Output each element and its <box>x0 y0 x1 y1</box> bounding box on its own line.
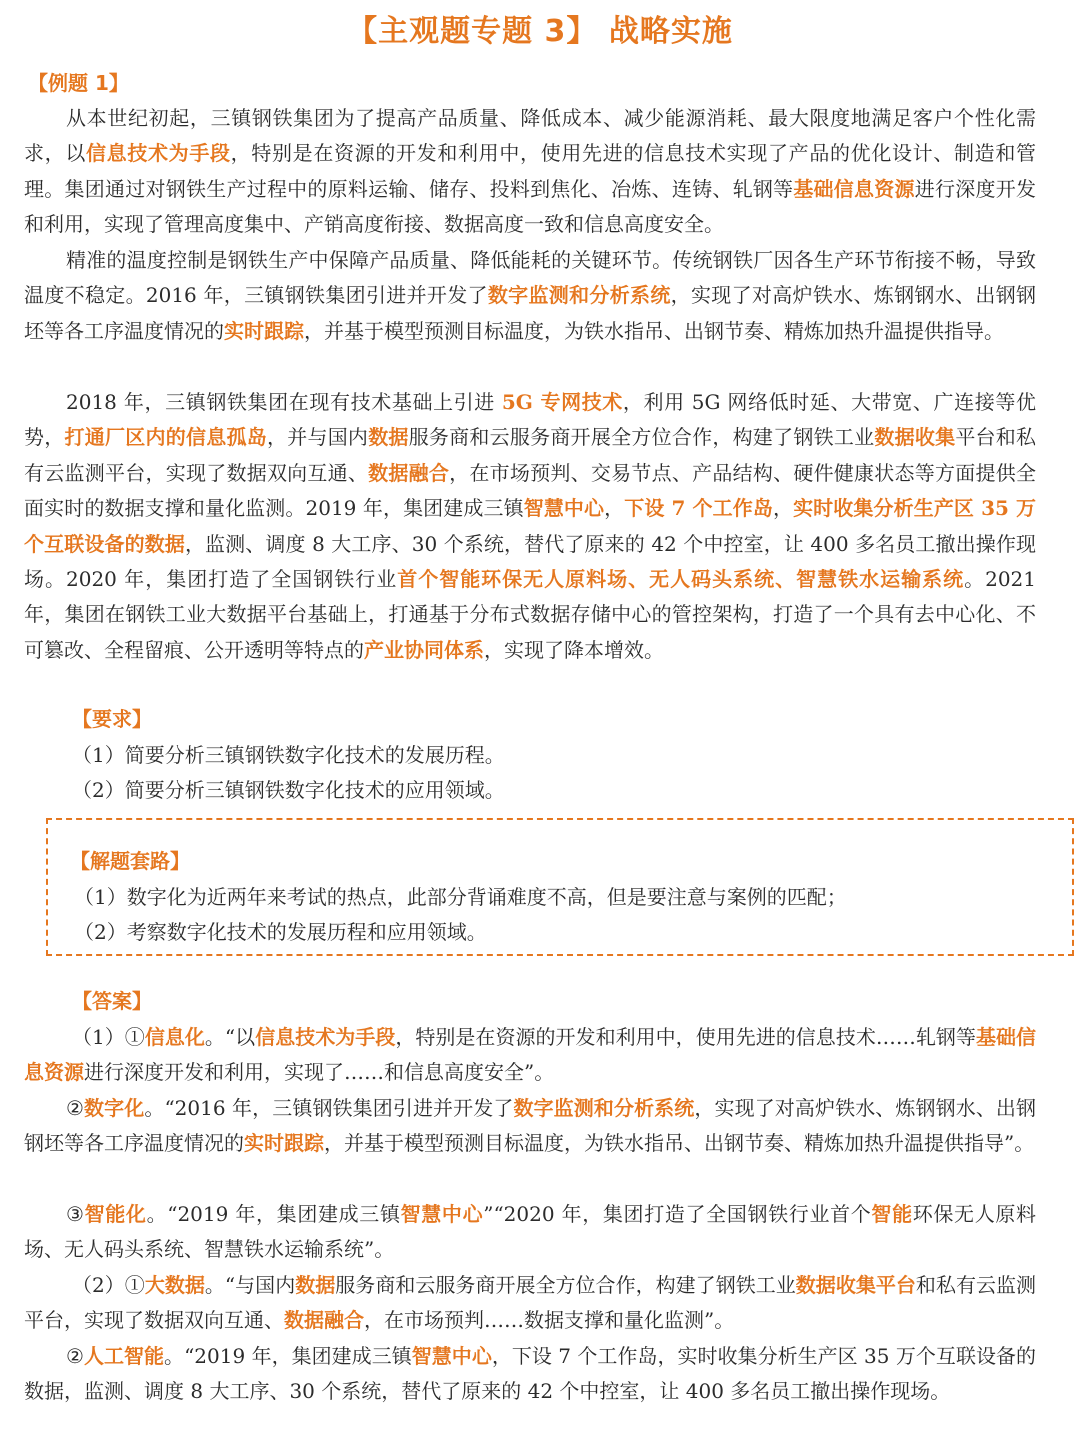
highlight-text: 数字监测和分析系统 <box>513 1096 695 1120</box>
case-paragraph-3 <box>24 385 1036 668</box>
page-title: 【主观题专题 3】 战略实施 <box>347 14 733 49</box>
highlight-text: 智慧中心 <box>523 496 605 521</box>
body-text: 和私有云监测平台，实现了数据双向互通、 <box>24 1273 1037 1333</box>
answer-paragraph-4 <box>24 1268 1036 1339</box>
body-text: ，特别是在资源的开发和利用中，使用先进的信息技术实现了产品的优化设计、制造和管理。集团通过对钢铁生产过程中的原料运输、储存、投料到焦化、冶炼、连铸、轧钢等 <box>24 141 1037 201</box>
highlight-text: 数字化 <box>84 1096 145 1120</box>
body-text: 服务商和云服务商开展全方位合作，构建了钢铁工业 <box>335 1273 796 1297</box>
body-text: 。“以 <box>204 1025 256 1049</box>
body-text: ”“2020 年，集团打造了全国钢铁行业首个 <box>483 1202 872 1226</box>
highlight-text: 打通厂区内的信息孤岛 <box>64 425 267 450</box>
highlight-text: 数据 <box>368 425 409 450</box>
highlight-text: 下设 7 个工作岛 <box>624 496 773 521</box>
highlight-text: 数字监测和分析系统 <box>487 283 671 308</box>
highlight-text: 数据 <box>295 1273 336 1297</box>
body-text: （1）① <box>72 1025 145 1049</box>
body-text: 精准的温度控制是钢铁生产中保障产品质量、降低能耗的关键环节。传统钢铁厂因各生产环节衔接不畅，导致温度不稳定。2016 年，三镇钢铁集团引进并开发了 <box>24 248 1036 308</box>
highlight-text: 信息技术为手段 <box>255 1025 396 1049</box>
answer-paragraph-3 <box>24 1197 1036 1268</box>
highlight-text: 实时跟踪 <box>244 1131 324 1156</box>
body-text: ，在市场预判、交易节点、产品结构、硬件健康状态等方面提供全面实时的数据支撑和量化监测。2019 年，集团建成三镇 <box>24 460 1037 521</box>
highlight-text: 大数据 <box>144 1273 205 1297</box>
approach-item-2: （2）考察数字化技术的发展历程和应用领域。 <box>74 920 487 944</box>
highlight-text: 基础信息资源 <box>793 176 915 201</box>
body-text: ，实现了对高炉铁水、炼钢钢水、出钢钢坯等各工序温度情况的 <box>24 1096 1037 1156</box>
body-text: ，并与国内 <box>266 425 369 450</box>
highlight-text: 信息技术为手段 <box>86 141 231 166</box>
highlight-text: 智能 <box>871 1202 913 1226</box>
body-text: 2018 年，三镇钢铁集团在现有技术基础上引进 <box>66 390 502 414</box>
body-text: 从本世纪初起，三镇钢铁集团为了提高产品质量、降低成本、减少能源消耗、最大限度地满足客户个性化需求，以 <box>24 106 1036 166</box>
answer-paragraph-2 <box>24 1091 1036 1162</box>
body-text: （2）① <box>72 1273 145 1297</box>
requirements-label: 【要求】 <box>72 707 152 731</box>
highlight-text: 数据融合 <box>284 1308 364 1333</box>
body-text: 。“2019 年，集团建成三镇 <box>164 1344 412 1368</box>
body-text: 服务商和云服务商开展全方位合作，构建了钢铁工业 <box>408 425 875 450</box>
highlight-text: 数据收集 <box>874 425 956 450</box>
highlight-text: 数据融合 <box>368 460 450 485</box>
requirement-item-1: （1）简要分析三镇钢铁数字化技术的发展历程。 <box>72 743 505 767</box>
approach-item-1: （1）数字化为近两年来考试的热点，此部分背诵难度不高，但是要注意与案例的匹配； <box>74 885 847 909</box>
highlight-text: 智慧中心 <box>400 1202 484 1226</box>
highlight-text: 信息化 <box>144 1025 205 1049</box>
highlight-text: 数据收集平台 <box>795 1273 916 1297</box>
highlight-text: 5G 专网技术 <box>501 390 623 414</box>
body-text: ，特别是在资源的开发和利用中，使用先进的信息技术……轧钢等 <box>395 1025 976 1049</box>
body-text: ③ <box>66 1202 85 1226</box>
answer-paragraph-1 <box>24 1020 1036 1091</box>
highlight-text: 首个智能环保无人原料场、无人码头系统、智慧铁水运输系统 <box>397 567 965 592</box>
body-text: 。“与国内 <box>204 1273 296 1297</box>
body-text: 进行深度开发和利用，实现了……和信息高度安全”。 <box>84 1060 555 1085</box>
highlight-text: 人工智能 <box>83 1344 165 1368</box>
case-paragraph-1 <box>24 101 1036 243</box>
body-text: ② <box>66 1096 85 1120</box>
highlight-text: 实时跟踪 <box>224 318 304 343</box>
body-text: ， <box>604 496 625 521</box>
body-text: 。“2016 年，三镇钢铁集团引进并开发了 <box>144 1096 514 1120</box>
body-text: ，并基于模型预测目标温度，为铁水指吊、出钢节奏、精炼加热升温提供指导”。 <box>324 1131 1035 1156</box>
case-paragraph-2 <box>24 243 1036 349</box>
requirement-item-2: （2）简要分析三镇钢铁数字化技术的应用领域。 <box>72 778 505 802</box>
body-text: 。2021 年，集团在钢铁工业大数据平台基础上，打通基于分布式数据存储中心的管控架构，打造了一个具有去中心化、不可篡改、全程留痕、公开透明等特点的 <box>24 567 1037 662</box>
approach-box <box>46 818 1074 956</box>
highlight-text: 智能化 <box>84 1202 147 1226</box>
highlight-text: 产业协同体系 <box>364 637 484 662</box>
body-text: 平台和私有云监测平台，实现了数据双向互通、 <box>24 425 1037 485</box>
body-text: ② <box>66 1344 84 1368</box>
body-text: ，实现了对高炉铁水、炼钢钢水、出钢钢坯等各工序温度情况的 <box>24 283 1037 343</box>
answer-label: 【答案】 <box>72 989 152 1013</box>
body-text: ， <box>772 496 794 521</box>
body-text: ，监测、调度 8 大工序、30 个系统，替代了原来的 42 个中控室，让 400 多名员工撤出操作现场。2020 年，集团打造了全国钢铁行业 <box>24 531 1036 592</box>
highlight-text: 智慧中心 <box>411 1344 492 1368</box>
example-label: 【例题 1】 <box>28 71 129 95</box>
highlight-text: 实时收集分析生产区 35 万个互联设备的数据 <box>24 496 1037 556</box>
body-text: 环保无人原料场、无人码头系统、智慧铁水运输系统”。 <box>24 1202 1037 1262</box>
approach-label: 【解题套路】 <box>70 849 190 873</box>
highlight-text: 基础信息资源 <box>24 1025 1037 1085</box>
body-text: ，并基于模型预测目标温度，为铁水指吊、出钢节奏、精炼加热升温提供指导。 <box>304 318 1004 343</box>
body-text: ，下设 7 个工作岛，实时收集分析生产区 35 万个互联设备的数据，监测、调度 8 大工序、30 个系统，替代了原来的 42 个中控室，让 400 多名员工撤出操作现场。 <box>24 1344 1037 1404</box>
answer-paragraph-5 <box>24 1339 1036 1410</box>
body-text: ，在市场预判……数据支撑和量化监测”。 <box>364 1308 735 1333</box>
body-text: 。“2019 年，集团建成三镇 <box>146 1202 401 1226</box>
body-text: 进行深度开发和利用，实现了管理高度集中、产销高度衔接、数据高度一致和信息高度安全。 <box>24 176 1037 237</box>
body-text: ，实现了降本增效。 <box>484 637 664 662</box>
body-text: ，利用 5G 网络低时延、大带宽、广连接等优势， <box>24 390 1036 450</box>
